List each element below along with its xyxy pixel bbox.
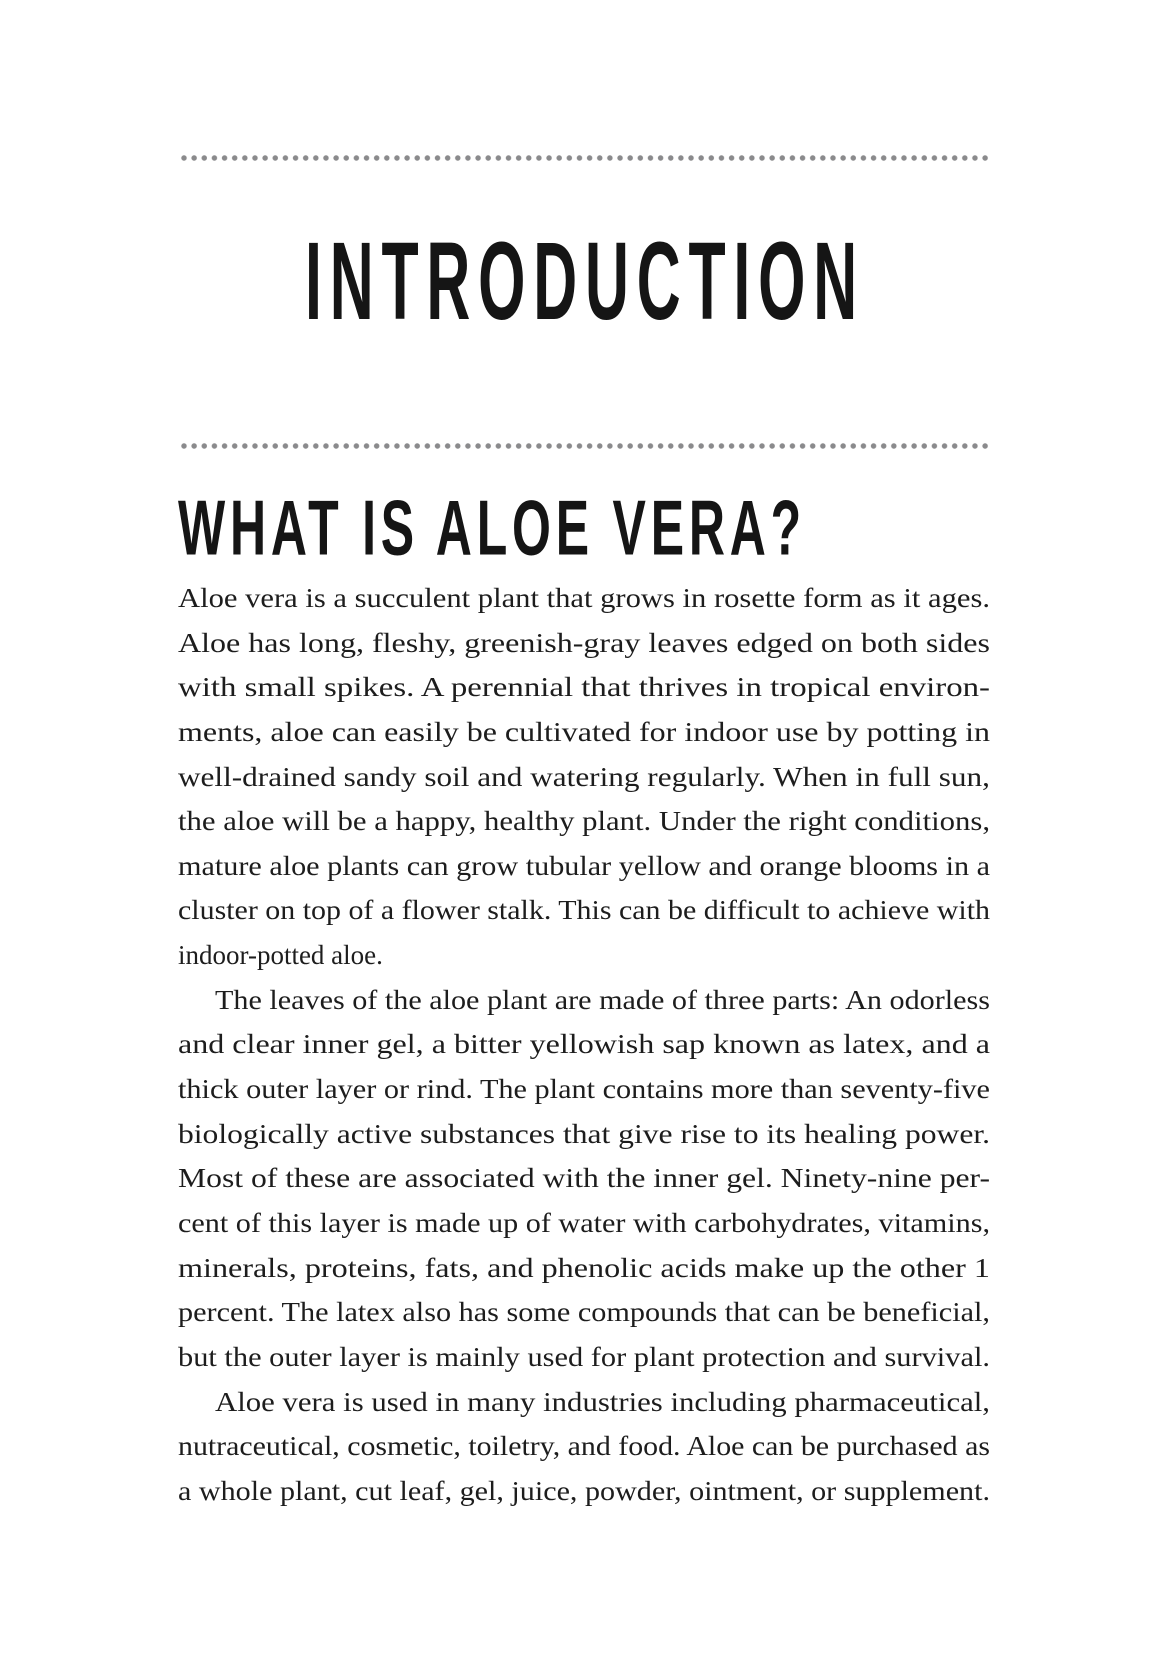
body-line-text: Aloe vera is a succulent plant that grows in rosette form as it ages. (178, 583, 990, 613)
body-line (178, 1112, 990, 1157)
body-line (178, 576, 990, 621)
body-line (178, 1469, 990, 1514)
dotted-divider-top (179, 153, 990, 163)
body-line-text: Aloe has long, fleshy, greenish-gray leaves edged on both sides (178, 627, 990, 658)
body-line-text: mature aloe plants can grow tubular yellow and orange blooms in a (178, 850, 990, 881)
body-line (178, 1335, 990, 1380)
body-line-text: cent of this layer is made up of water with carbohydrates, vitamins, (178, 1207, 990, 1238)
body-line-text: well-drained sandy soil and watering regularly. When in full sun, (178, 761, 990, 792)
body-line-text: a whole plant, cut leaf, gel, juice, powder, ointment, or supplement. (178, 1475, 991, 1506)
body-text (178, 576, 990, 1513)
body-line-text: ments, aloe can easily be cultivated for indoor use by potting in (178, 716, 990, 747)
body-line-text: minerals, proteins, fats, and phenolic acids make up the other 1 (178, 1252, 990, 1283)
body-line (178, 978, 990, 1023)
chapter-title-text: INTRODUCTION (305, 220, 865, 344)
body-line (178, 933, 990, 978)
body-line (178, 888, 990, 933)
body-line (178, 710, 990, 755)
body-line (178, 755, 990, 800)
body-line-text: Aloe vera is used in many industries including pharmaceutical, (215, 1386, 990, 1417)
body-line (178, 1156, 990, 1201)
body-line (178, 1290, 990, 1335)
body-line-text: indoor-potted aloe. (178, 940, 383, 971)
body-line-text: but the outer layer is mainly used for plant protection and survival. (178, 1341, 990, 1372)
body-line (178, 1380, 990, 1425)
body-line (178, 844, 990, 889)
body-line (178, 799, 990, 844)
body-line-text: Most of these are associated with the inner gel. Ninety-nine per- (178, 1163, 990, 1194)
dotted-divider-bottom (179, 441, 990, 451)
body-line (178, 621, 990, 666)
body-line-text: cluster on top of a flower stalk. This can be difficult to achieve with (178, 895, 990, 926)
body-line (178, 1246, 990, 1291)
section-heading (178, 485, 806, 590)
body-line (178, 665, 990, 710)
body-line (178, 1067, 990, 1112)
body-line-text: the aloe will be a happy, healthy plant. Under the right conditions, (178, 806, 990, 837)
body-line-text: percent. The latex also has some compounds that can be beneficial, (178, 1297, 990, 1328)
body-line (178, 1424, 990, 1469)
body-line (178, 1022, 990, 1067)
body-line-text: thick outer layer or rind. The plant contains more than seventy-five (178, 1074, 990, 1105)
body-line-text: and clear inner gel, a bitter yellowish sap known as latex, and a (178, 1029, 990, 1060)
body-line-text: nutraceutical, cosmetic, toiletry, and food. Aloe can be purchased as (178, 1431, 990, 1462)
body-line-text: with small spikes. A perennial that thrives in tropical environ- (178, 672, 990, 703)
chapter-title (305, 220, 865, 348)
body-line-text: biologically active substances that give rise to its healing power. (178, 1118, 990, 1149)
section-heading-text: WHAT IS ALOE VERA? (178, 485, 806, 573)
body-line-text: The leaves of the aloe plant are made of three parts: An odorless (215, 984, 991, 1015)
body-line (178, 1201, 990, 1246)
